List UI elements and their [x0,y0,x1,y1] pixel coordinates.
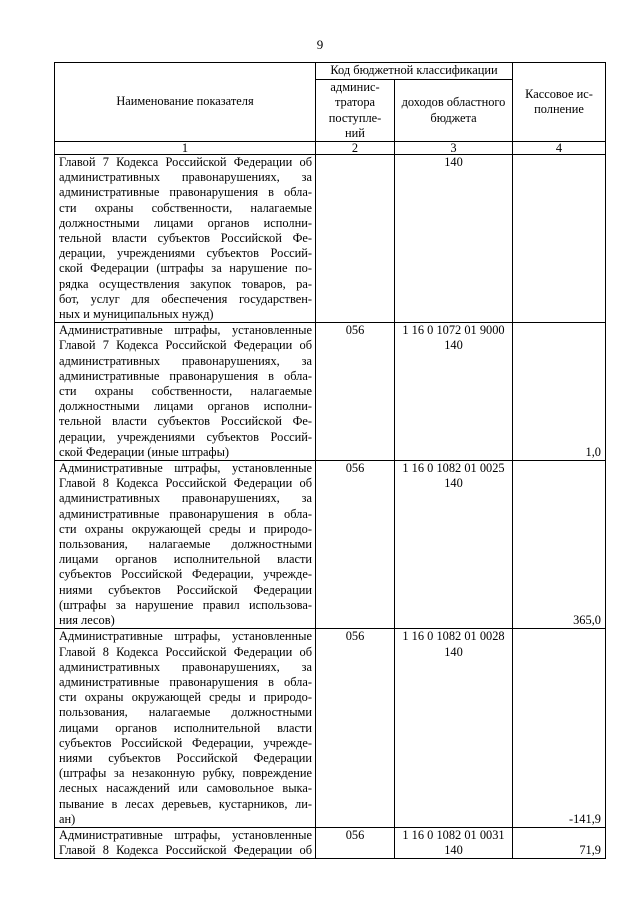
indicator-name: Административные штрафы, установленные Главой 7 Кодекса Российской Федерации об административных правонарушениях, за административные правонарушения в обла- сти охраны собственности, налагаемые должностными лицами органов исполни- тельной власти субъектов Российской Фе- дерации, учреждениями субъектов Россий- ской Федерации (иные штрафы) [55,323,316,461]
col-num-1: 1 [55,142,316,155]
header-kbk: Код бюджетной классификации [316,63,513,80]
header-cash: Кассовое ис- полнение [513,63,606,142]
income-code: 1 16 0 1072 01 9000 140 [395,323,513,461]
indicator-name: Административные штрафы, установленные Главой 8 Кодекса Российской Федерации об административных правонарушениях, за административные правонарушения в обла- сти охраны окружающей среды и природо- пользования, налагаемые должностными лицами органов исполнительной власти субъектов Российской Федерации, учрежде- ниями субъектов Российской Федерации (штрафы за нарушение правил использова- ния лесов) [55,461,316,629]
admin-code: 056 [316,629,395,828]
table-row [55,461,606,629]
indicator-name: Административные штрафы, установленные Главой 8 Кодекса Российской Федерации об [55,827,316,858]
page-number: 9 [316,37,324,52]
table-row [55,155,606,323]
indicator-name: Главой 7 Кодекса Российской Федерации об административных правонарушениях, за административные правонарушения в обла- сти охраны собственности, налагаемые должностными лицами органов исполни- тельной власти субъектов Российской Фе- дерации, учреждениями субъектов Россий- ской Федерации (штрафы за нарушение по- рядка осуществления закупок товаров, ра- бот, услуг для обеспечения государствен- ных и муниципальных нужд) [55,155,316,323]
table-row [55,827,606,858]
header-name: Наименование показателя [55,63,316,142]
table-row [55,323,606,461]
table-row [55,629,606,828]
admin-code [316,155,395,323]
income-code: 1 16 0 1082 01 0025 140 [395,461,513,629]
cash-amount: 71,9 [513,827,606,858]
cash-amount: -141,9 [513,629,606,828]
income-code: 1 16 0 1082 01 0031 140 [395,827,513,858]
col-num-4: 4 [513,142,606,155]
header-admin: админис- тратора поступле- ний [316,80,395,142]
income-code: 140 [395,155,513,323]
admin-code: 056 [316,323,395,461]
income-code: 1 16 0 1082 01 0028 140 [395,629,513,828]
header-income: доходов областного бюджета [395,80,513,142]
admin-code: 056 [316,827,395,858]
cash-amount [513,155,606,323]
col-num-2: 2 [316,142,395,155]
admin-code: 056 [316,461,395,629]
cash-amount: 1,0 [513,323,606,461]
cash-amount: 365,0 [513,461,606,629]
budget-table [54,62,606,859]
column-number-row [55,142,606,155]
indicator-name: Административные штрафы, установленные Главой 8 Кодекса Российской Федерации об административных правонарушениях, за административные правонарушения в обла- сти охраны окружающей среды и природо- пользования, налагаемые должностными лицами органов исполнительной власти субъектов Российской Федерации, учрежде- ниями субъектов Российской Федерации (штрафы за незаконную рубку, повреждение лесных насаждений или самовольное выка- пывание в лесах деревьев, кустарников, ли- ан) [55,629,316,828]
col-num-3: 3 [395,142,513,155]
